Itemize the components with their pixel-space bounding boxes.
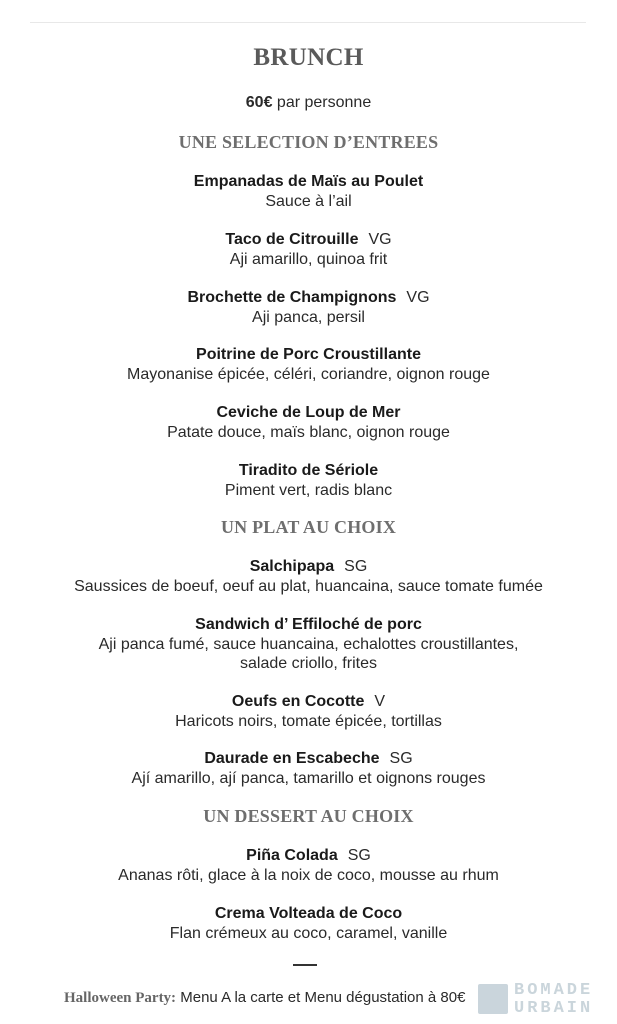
- diet-badge: VG: [368, 231, 392, 248]
- item-name: Salchipapa: [249, 558, 335, 575]
- menu-item: [0, 692, 617, 731]
- item-name: Ceviche de Loup de Mer: [216, 404, 401, 421]
- item-name: Daurade en Escabeche: [204, 750, 380, 767]
- menu-item: [0, 615, 617, 673]
- section-title-mains: UN PLAT AU CHOIX: [220, 517, 397, 537]
- menu-item: [0, 230, 617, 269]
- watermark-line1: BOMADE: [514, 981, 594, 1000]
- item-name: Tiradito de Sériole: [238, 462, 379, 479]
- item-description: Piment vert, radis blanc: [224, 482, 393, 499]
- item-description: Patate douce, maïs blanc, oignon rouge: [167, 424, 450, 441]
- watermark-line2: URBAIN: [514, 999, 594, 1018]
- footer-note: [64, 989, 465, 1007]
- item-description: Flan crémeux au coco, caramel, vanille: [169, 925, 448, 942]
- item-name: Brochette de Champignons: [187, 289, 397, 306]
- item-description: Haricots noirs, tomate épicée, tortillas: [175, 713, 442, 730]
- item-description: Aji amarillo, quinoa frit: [229, 251, 388, 268]
- menu-price: [0, 94, 617, 112]
- diet-badge: SG: [344, 558, 368, 575]
- menu-item: [0, 846, 617, 885]
- item-name: Sandwich d’ Effiloché de porc: [195, 616, 422, 633]
- section-title-starters: UNE SELECTION D’ENTREES: [178, 132, 439, 152]
- item-description: Ananas rôti, glace à la noix de coco, mousse au rhum: [118, 867, 499, 884]
- top-divider: [30, 22, 586, 23]
- footer-label: Halloween Party:: [64, 990, 177, 1006]
- menu-item: [0, 557, 617, 596]
- price-amount: 60€: [245, 94, 273, 111]
- menu-item: [0, 749, 617, 788]
- diet-badge: SG: [347, 847, 371, 864]
- menu-item: [0, 904, 617, 943]
- menu-item: [0, 345, 617, 384]
- item-description: Aji panca, persil: [252, 309, 365, 326]
- item-description-line2: salade criollo, frites: [240, 655, 377, 672]
- item-name: Taco de Citrouille: [225, 231, 359, 248]
- diet-badge: SG: [389, 750, 413, 767]
- price-suffix: par personne: [276, 94, 372, 111]
- menu-title: BRUNCH: [253, 44, 364, 71]
- footer-divider: [293, 964, 317, 966]
- menu-item: [0, 403, 617, 442]
- item-description: Aji panca fumé, sauce huancaina, echalottes croustillantes,: [98, 636, 519, 653]
- diet-badge: V: [374, 693, 386, 710]
- item-name: Oeufs en Cocotte: [231, 693, 365, 710]
- menu-item: [0, 288, 617, 327]
- watermark-logo: [478, 978, 613, 1020]
- item-name: Piña Colada: [246, 847, 338, 864]
- item-name: Crema Volteada de Coco: [214, 905, 403, 922]
- menu-item: [0, 172, 617, 211]
- item-name: Poitrine de Porc Croustillante: [196, 346, 421, 363]
- item-description: Saussices de boeuf, oeuf au plat, huancaina, sauce tomate fumée: [74, 578, 543, 595]
- section-title-desserts: UN DESSERT AU CHOIX: [203, 806, 414, 826]
- menu-item: [0, 461, 617, 500]
- diet-badge: VG: [406, 289, 430, 306]
- item-description: Ají amarillo, ají panca, tamarillo et oignons rouges: [131, 770, 486, 787]
- footer-text: Menu A la carte et Menu dégustation à 80€: [180, 989, 466, 1006]
- item-name: Empanadas de Maïs au Poulet: [193, 173, 424, 190]
- item-description: Mayonanise épicée, céléri, coriandre, oignon rouge: [127, 366, 490, 383]
- lightbulb-icon: [478, 984, 508, 1014]
- item-description: Sauce à l’ail: [265, 193, 352, 210]
